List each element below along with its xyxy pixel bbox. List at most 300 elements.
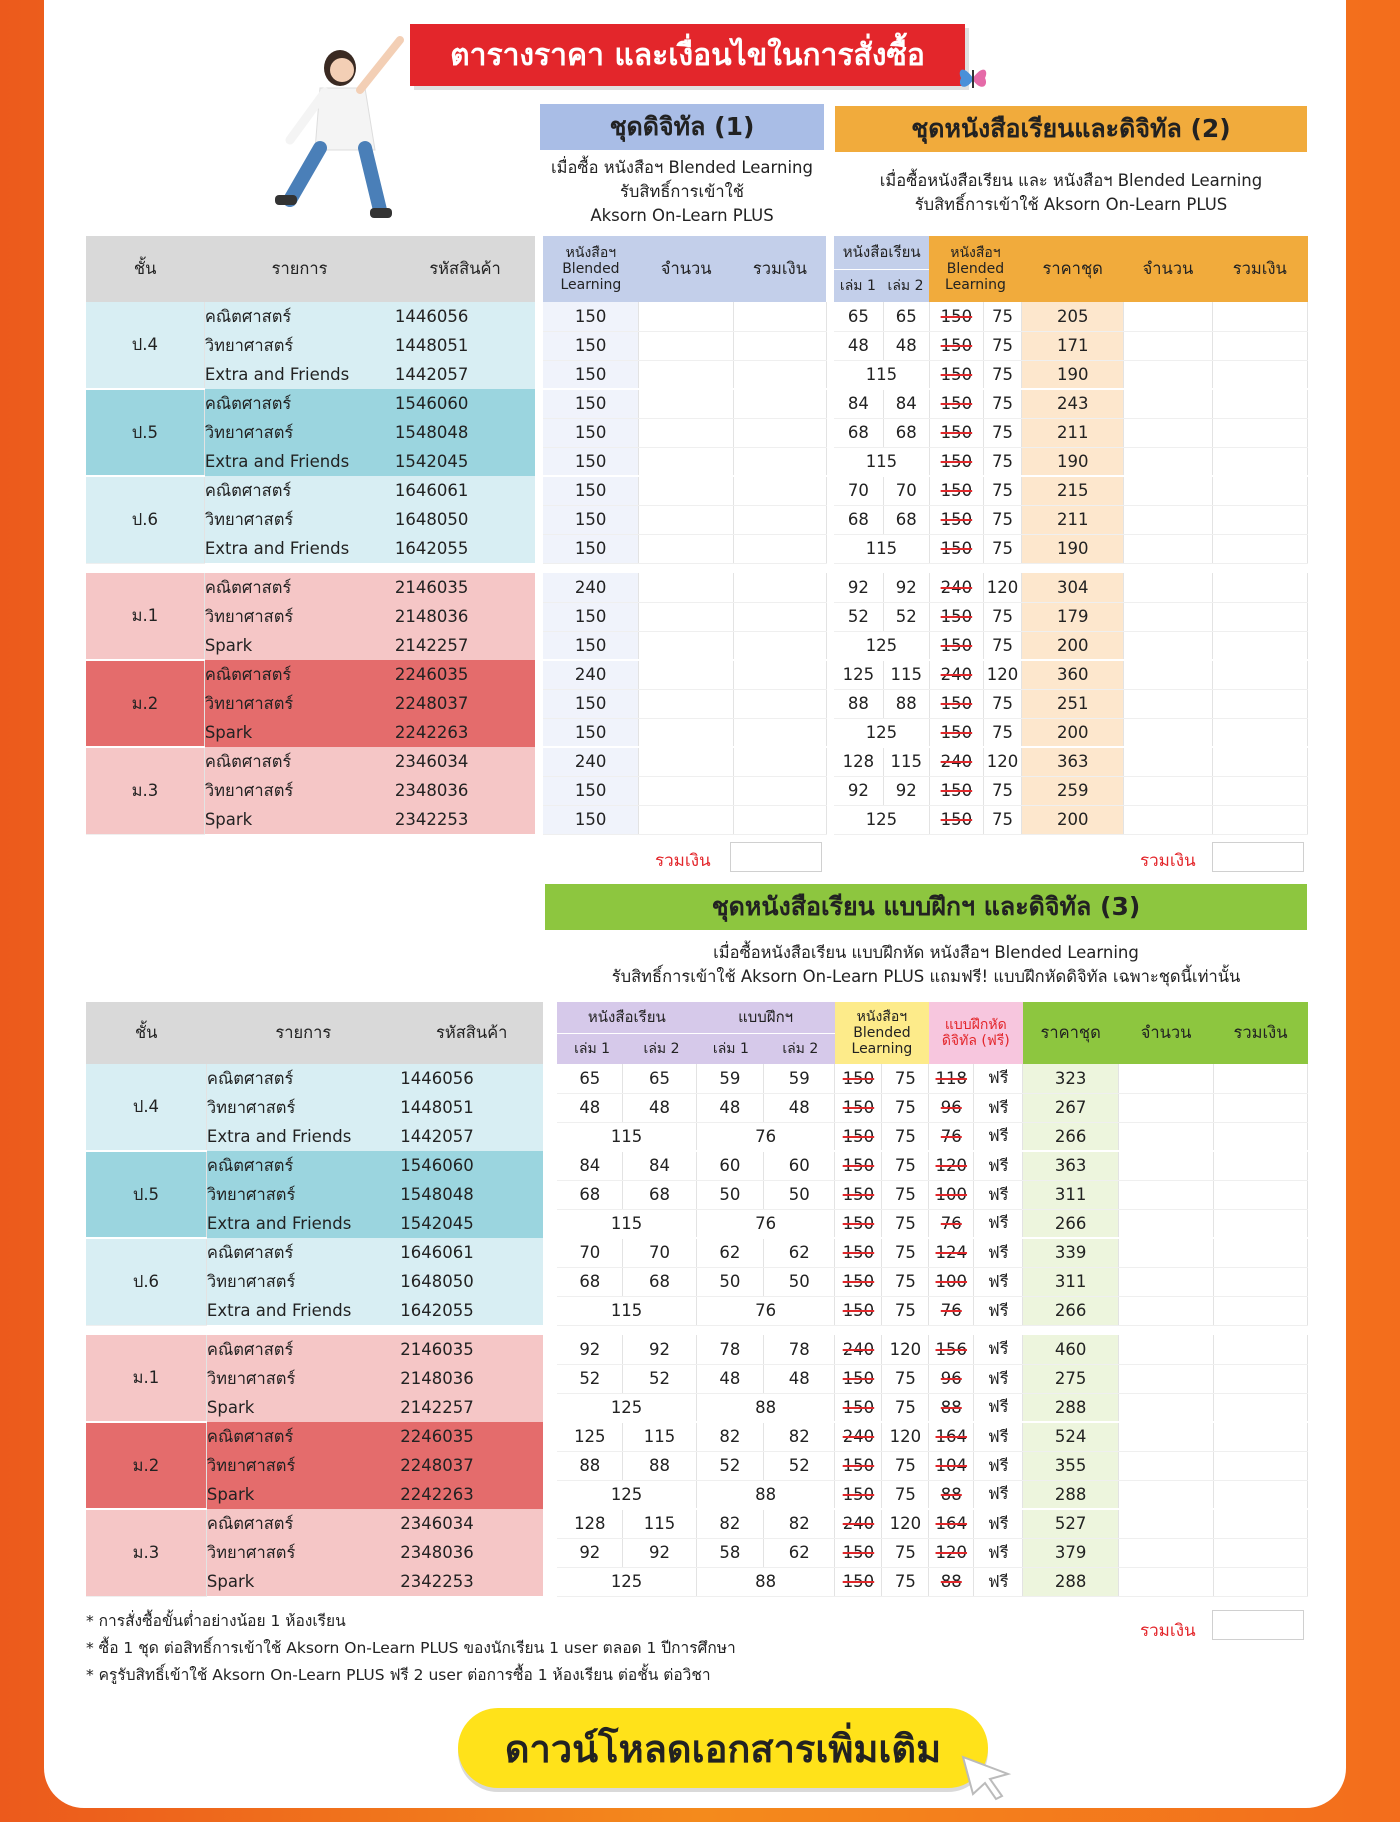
item-name: คณิตศาสตร์: [206, 1509, 400, 1538]
set3-qty-cell[interactable]: [1119, 1238, 1214, 1267]
textbook-vol2-price: 68: [883, 505, 929, 534]
col-vol2-3: เล่ม 2: [643, 1041, 680, 1057]
set1-price: 150: [543, 718, 638, 747]
set3-total-cell[interactable]: [1214, 1364, 1308, 1393]
workbook-vol1-price: 82: [696, 1422, 763, 1451]
workbook-vol2-price: 48: [764, 1364, 835, 1393]
set1-total-cell[interactable]: [734, 747, 826, 776]
blended-price: 75: [882, 1364, 929, 1393]
blended-old-price: 150: [929, 447, 983, 476]
set3-total-cell[interactable]: [1214, 1509, 1308, 1538]
item-name: Extra and Friends: [206, 1122, 400, 1151]
set1-total-cell[interactable]: [734, 476, 826, 505]
product-code: 1648050: [400, 1267, 543, 1296]
textbook-vol1-price: 52: [834, 602, 883, 631]
blended-old-price: 150: [929, 418, 983, 447]
item-name: คณิตศาสตร์: [206, 1238, 400, 1267]
set2-total-cell[interactable]: [1212, 602, 1307, 631]
textbook-vol1-price: 70: [557, 1238, 622, 1267]
digital-exercise-free: ฟรี: [974, 1509, 1023, 1538]
set1-qty-cell[interactable]: [639, 805, 734, 834]
set3-price: 275: [1023, 1364, 1119, 1393]
set3-total-cell[interactable]: [1214, 1209, 1308, 1238]
set1-total-cell[interactable]: [734, 602, 826, 631]
set3-qty-cell[interactable]: [1119, 1180, 1214, 1209]
item-name: วิทยาศาสตร์: [204, 505, 395, 534]
workbook-vol2-price: 50: [764, 1267, 835, 1296]
set1-total-cell[interactable]: [734, 689, 826, 718]
set3-qty-cell[interactable]: [1119, 1451, 1214, 1480]
set2-qty-cell[interactable]: [1124, 447, 1212, 476]
set2-total-cell[interactable]: [1212, 331, 1307, 360]
table-row: [86, 689, 1308, 718]
set3-qty-cell[interactable]: [1119, 1422, 1214, 1451]
blended-price: 75: [882, 1538, 929, 1567]
set3-qty-cell[interactable]: [1119, 1151, 1214, 1180]
set1-qty-cell[interactable]: [639, 534, 734, 563]
product-code: 2142257: [400, 1393, 543, 1422]
set1-qty-cell[interactable]: [639, 660, 734, 689]
download-more-button[interactable]: ดาวน์โหลดเอกสารเพิ่มเติม: [458, 1708, 988, 1788]
set1-total-cell[interactable]: [734, 418, 826, 447]
table-row: [86, 1538, 1308, 1567]
blended-old-price: 150: [835, 1267, 882, 1296]
workbook-vol1-price: 50: [696, 1180, 763, 1209]
blended-price: 75: [983, 631, 1021, 660]
set2-total-cell[interactable]: [1212, 718, 1307, 747]
set1-price: 150: [543, 805, 638, 834]
set2-sum-label: รวมเงิน: [1140, 851, 1196, 871]
table-row: [86, 389, 1308, 418]
set2-total-cell[interactable]: [1212, 476, 1307, 505]
digital-exercise-old-price: 88: [929, 1393, 974, 1422]
item-name: Spark: [204, 718, 395, 747]
product-code: 1542045: [395, 447, 535, 476]
set2-price: 304: [1022, 573, 1124, 602]
item-name: Extra and Friends: [204, 360, 395, 389]
set3-qty-cell[interactable]: [1119, 1480, 1214, 1509]
textbook-vol1-price: 92: [557, 1335, 622, 1364]
set3-total-cell[interactable]: [1214, 1393, 1308, 1422]
blended-price: 75: [882, 1267, 929, 1296]
set2-total-cell[interactable]: [1212, 631, 1307, 660]
col-qty-2: จำนวน: [1124, 236, 1212, 302]
digital-exercise-free: ฟรี: [974, 1296, 1023, 1325]
digital-exercise-free: ฟรี: [974, 1364, 1023, 1393]
set3-qty-cell[interactable]: [1119, 1567, 1214, 1596]
set2-qty-cell[interactable]: [1124, 476, 1212, 505]
product-code: 1646061: [400, 1238, 543, 1267]
textbook-price: 115: [557, 1296, 696, 1325]
set3-qty-cell[interactable]: [1119, 1393, 1214, 1422]
col-qty: จำนวน: [639, 236, 734, 302]
set1-qty-cell[interactable]: [639, 689, 734, 718]
set3-sum-label: รวมเงิน: [1140, 1621, 1196, 1641]
set1-desc-line: รับสิทธิ์การเข้าใช้: [620, 182, 744, 201]
set2-qty-cell[interactable]: [1124, 689, 1212, 718]
set2-qty-cell[interactable]: [1124, 418, 1212, 447]
digital-exercise-old-price: 164: [929, 1509, 974, 1538]
blended-old-price: 150: [835, 1393, 882, 1422]
set3-total-cell[interactable]: [1214, 1567, 1308, 1596]
col-qty-3: จำนวน: [1119, 1002, 1214, 1064]
textbook-vol1-price: 68: [834, 505, 883, 534]
set2-total-cell[interactable]: [1212, 447, 1307, 476]
col-textbook: หนังสือเรียน: [842, 243, 921, 261]
textbook-vol2-price: 52: [623, 1364, 696, 1393]
set2-qty-cell[interactable]: [1124, 602, 1212, 631]
set1-qty-cell[interactable]: [639, 476, 734, 505]
set1-total-cell[interactable]: [734, 447, 826, 476]
table-row: [86, 476, 1308, 505]
set2-total-cell[interactable]: [1212, 805, 1307, 834]
digital-exercise-old-price: 88: [929, 1480, 974, 1509]
set3-total-cell[interactable]: [1214, 1296, 1308, 1325]
set2-total-cell[interactable]: [1212, 505, 1307, 534]
set2-qty-cell[interactable]: [1124, 360, 1212, 389]
blended-old-price: 150: [835, 1238, 882, 1267]
blended-old-price: 150: [835, 1064, 882, 1093]
set2-qty-cell[interactable]: [1124, 660, 1212, 689]
blended-old-price: 150: [835, 1296, 882, 1325]
set1-price: 150: [543, 331, 638, 360]
set1-description: [540, 150, 824, 234]
textbook-vol1-price: 65: [557, 1064, 622, 1093]
workbook-vol1-price: 82: [696, 1509, 763, 1538]
set1-desc-line: เมื่อซื้อ หนังสือฯ Blended Learning: [551, 158, 813, 177]
product-code: 2346034: [400, 1509, 543, 1538]
blended-old-price: 150: [835, 1364, 882, 1393]
col-vol1-3: เล่ม 1: [574, 1041, 611, 1057]
set1-total-cell[interactable]: [734, 573, 826, 602]
price-table-set-3: [86, 1002, 1308, 1597]
set1-price: 150: [543, 776, 638, 805]
textbook-vol2-price: 88: [883, 689, 929, 718]
set2-qty-cell[interactable]: [1124, 534, 1212, 563]
set3-price: 527: [1023, 1509, 1119, 1538]
workbook-price: 88: [696, 1393, 835, 1422]
set3-qty-cell[interactable]: [1119, 1267, 1214, 1296]
digital-exercise-old-price: 120: [929, 1538, 974, 1567]
set3-qty-cell[interactable]: [1119, 1064, 1214, 1093]
col-digital-exercise: แบบฝึกหัด ดิจิทัล (ฟรี): [929, 1002, 1023, 1064]
set3-total-cell[interactable]: [1214, 1451, 1308, 1480]
table-row: [86, 1238, 1308, 1267]
workbook-vol1-price: 52: [696, 1451, 763, 1480]
workbook-vol1-price: 48: [696, 1364, 763, 1393]
set2-qty-cell[interactable]: [1124, 776, 1212, 805]
item-name: Extra and Friends: [204, 534, 395, 563]
set3-qty-cell[interactable]: [1119, 1538, 1214, 1567]
textbook-vol1-price: 88: [834, 689, 883, 718]
product-code: 1548048: [400, 1180, 543, 1209]
set1-qty-cell[interactable]: [639, 302, 734, 331]
set2-total-cell[interactable]: [1212, 776, 1307, 805]
blended-old-price: 150: [835, 1093, 882, 1122]
set2-qty-cell[interactable]: [1124, 331, 1212, 360]
set2-total-cell[interactable]: [1212, 689, 1307, 718]
blended-price: 75: [983, 447, 1021, 476]
textbook-vol2-price: 70: [623, 1238, 696, 1267]
set1-qty-cell[interactable]: [639, 747, 734, 776]
product-code: 2146035: [400, 1335, 543, 1364]
blended-price: 75: [983, 602, 1021, 631]
set3-qty-cell[interactable]: [1119, 1209, 1214, 1238]
note-line: * ซื้อ 1 ชุด ต่อสิทธิ์การเข้าใช้ Aksorn On-Learn PLUS ของนักเรียน 1 user ตลอด 1 ปีการศึกษา: [86, 1639, 736, 1657]
set1-desc-line: Aksorn On-Learn PLUS: [590, 206, 774, 225]
textbook-price: 125: [834, 631, 929, 660]
product-code: 1546060: [400, 1151, 543, 1180]
blended-old-price: 150: [929, 389, 983, 418]
set1-qty-cell[interactable]: [639, 447, 734, 476]
blended-price: 75: [983, 505, 1021, 534]
set3-qty-cell[interactable]: [1119, 1122, 1214, 1151]
textbook-price: 115: [557, 1209, 696, 1238]
product-code: 2148036: [400, 1364, 543, 1393]
set3-total-cell[interactable]: [1214, 1422, 1308, 1451]
grade-label: ม.1: [86, 573, 204, 660]
set2-qty-cell[interactable]: [1124, 631, 1212, 660]
col-blended-2: หนังสือฯ Blended Learning: [929, 236, 1021, 302]
col-code: รหัสสินค้า: [395, 236, 535, 302]
set1-qty-cell[interactable]: [639, 631, 734, 660]
textbook-vol2-price: 68: [623, 1267, 696, 1296]
set3-total-cell[interactable]: [1214, 1238, 1308, 1267]
set3-price: 288: [1023, 1393, 1119, 1422]
set1-qty-cell[interactable]: [639, 602, 734, 631]
set1-qty-cell[interactable]: [639, 389, 734, 418]
set3-total-cell[interactable]: [1214, 1122, 1308, 1151]
set1-qty-cell[interactable]: [639, 776, 734, 805]
textbook-vol2-price: 65: [883, 302, 929, 331]
product-code: 2342253: [400, 1567, 543, 1596]
set3-total-cell[interactable]: [1214, 1064, 1308, 1093]
set2-qty-cell[interactable]: [1124, 747, 1212, 776]
set1-total-cell[interactable]: [734, 389, 826, 418]
set2-price: 200: [1022, 718, 1124, 747]
table-row: [86, 1296, 1308, 1325]
product-code: 1448051: [400, 1093, 543, 1122]
digital-exercise-old-price: 88: [929, 1567, 974, 1596]
grade-label: ป.4: [86, 1064, 206, 1151]
blended-price: 75: [882, 1393, 929, 1422]
workbook-vol1-price: 62: [696, 1238, 763, 1267]
set3-total-cell[interactable]: [1214, 1093, 1308, 1122]
item-name: Extra and Friends: [206, 1296, 400, 1325]
set3-total-cell[interactable]: [1214, 1151, 1308, 1180]
set1-price: 240: [543, 573, 638, 602]
textbook-price: 125: [834, 805, 929, 834]
set3-sum-field[interactable]: [1212, 1610, 1304, 1640]
blended-old-price: 150: [835, 1567, 882, 1596]
item-name: Extra and Friends: [206, 1209, 400, 1238]
set2-title: ชุดหนังสือเรียนและดิจิทัล (2): [835, 106, 1307, 152]
set1-qty-cell[interactable]: [639, 360, 734, 389]
set3-price: 266: [1023, 1122, 1119, 1151]
item-name: วิทยาศาสตร์: [206, 1180, 400, 1209]
set1-qty-cell[interactable]: [639, 331, 734, 360]
digital-exercise-old-price: 104: [929, 1451, 974, 1480]
set2-price: 190: [1022, 360, 1124, 389]
digital-exercise-old-price: 76: [929, 1122, 974, 1151]
set3-title: ชุดหนังสือเรียน แบบฝึกฯ และดิจิทัล (3): [545, 884, 1307, 930]
set2-qty-cell[interactable]: [1124, 389, 1212, 418]
digital-exercise-free: ฟรี: [974, 1538, 1023, 1567]
blended-old-price: 150: [929, 302, 983, 331]
blended-price: 75: [983, 302, 1021, 331]
item-name: Extra and Friends: [204, 447, 395, 476]
set2-sum-field[interactable]: [1212, 842, 1304, 872]
textbook-vol1-price: 125: [557, 1422, 622, 1451]
workbook-vol2-price: 60: [764, 1151, 835, 1180]
textbook-price: 125: [557, 1567, 696, 1596]
table-row: [86, 447, 1308, 476]
cursor-arrow-icon: [958, 1752, 1018, 1802]
table-row: [86, 1422, 1308, 1451]
textbook-vol2-price: 88: [623, 1451, 696, 1480]
set1-total-cell[interactable]: [734, 302, 826, 331]
set2-qty-cell[interactable]: [1124, 573, 1212, 602]
blended-price: 120: [882, 1335, 929, 1364]
item-name: Spark: [204, 805, 395, 834]
grade-label: ป.5: [86, 1151, 206, 1238]
set2-price: 360: [1022, 660, 1124, 689]
blended-old-price: 150: [929, 602, 983, 631]
grade-label: ม.2: [86, 1422, 206, 1509]
set3-qty-cell[interactable]: [1119, 1296, 1214, 1325]
set2-price: 190: [1022, 534, 1124, 563]
blended-price: 120: [983, 747, 1021, 776]
set1-price: 150: [543, 534, 638, 563]
set2-total-cell[interactable]: [1212, 302, 1307, 331]
set3-total-cell[interactable]: [1214, 1335, 1308, 1364]
workbook-vol2-price: 59: [764, 1064, 835, 1093]
set2-price: 200: [1022, 631, 1124, 660]
product-code: 2142257: [395, 631, 535, 660]
set3-total-cell[interactable]: [1214, 1538, 1308, 1567]
digital-exercise-old-price: 76: [929, 1296, 974, 1325]
textbook-vol2-price: 92: [883, 573, 929, 602]
set3-price: 267: [1023, 1093, 1119, 1122]
set1-total-cell[interactable]: [734, 631, 826, 660]
set3-qty-cell[interactable]: [1119, 1093, 1214, 1122]
workbook-vol1-price: 78: [696, 1335, 763, 1364]
blended-price: 120: [882, 1509, 929, 1538]
item-name: วิทยาศาสตร์: [206, 1093, 400, 1122]
item-name: คณิตศาสตร์: [204, 573, 395, 602]
set2-total-cell[interactable]: [1212, 747, 1307, 776]
set1-sum-label: รวมเงิน: [655, 851, 711, 871]
set2-qty-cell[interactable]: [1124, 505, 1212, 534]
set1-qty-cell[interactable]: [639, 573, 734, 602]
set2-total-cell[interactable]: [1212, 418, 1307, 447]
table-row: [86, 718, 1308, 747]
blended-old-price: 240: [835, 1422, 882, 1451]
textbook-vol1-price: 65: [834, 302, 883, 331]
set1-total-cell[interactable]: [734, 718, 826, 747]
item-name: คณิตศาสตร์: [204, 389, 395, 418]
set1-total-cell[interactable]: [734, 534, 826, 563]
workbook-vol2-price: 62: [764, 1238, 835, 1267]
item-name: คณิตศาสตร์: [204, 660, 395, 689]
textbook-vol1-price: 68: [557, 1267, 622, 1296]
set2-price: 200: [1022, 805, 1124, 834]
table-row: [86, 1509, 1308, 1538]
col-vol2: เล่ม 2: [887, 278, 924, 294]
textbook-vol2-price: 84: [883, 389, 929, 418]
set3-total-cell[interactable]: [1214, 1267, 1308, 1296]
set1-price: 150: [543, 389, 638, 418]
set1-total-cell[interactable]: [734, 331, 826, 360]
blended-old-price: 150: [835, 1451, 882, 1480]
blended-old-price: 150: [835, 1122, 882, 1151]
set1-qty-cell[interactable]: [639, 505, 734, 534]
product-code: 2246035: [400, 1422, 543, 1451]
textbook-price: 115: [834, 534, 929, 563]
set2-qty-cell[interactable]: [1124, 805, 1212, 834]
blended-old-price: 150: [929, 689, 983, 718]
product-code: 2342253: [395, 805, 535, 834]
set2-total-cell[interactable]: [1212, 360, 1307, 389]
set3-desc-line: เมื่อซื้อหนังสือเรียน แบบฝึกหัด หนังสือฯ Blended Learning: [713, 943, 1139, 962]
set3-qty-cell[interactable]: [1119, 1364, 1214, 1393]
blended-price: 75: [983, 360, 1021, 389]
product-code: 1642055: [400, 1296, 543, 1325]
set1-price: 150: [543, 360, 638, 389]
blended-price: 75: [983, 389, 1021, 418]
set3-total-cell[interactable]: [1214, 1480, 1308, 1509]
set1-total-cell[interactable]: [734, 660, 826, 689]
set1-price: 150: [543, 302, 638, 331]
set1-qty-cell[interactable]: [639, 418, 734, 447]
product-code: 2248037: [400, 1451, 543, 1480]
set2-total-cell[interactable]: [1212, 389, 1307, 418]
grade-label: ป.4: [86, 302, 204, 389]
workbook-vol2-price: 50: [764, 1180, 835, 1209]
set2-price: 205: [1022, 302, 1124, 331]
set1-total-cell[interactable]: [734, 805, 826, 834]
product-code: 1542045: [400, 1209, 543, 1238]
page-title: ตารางราคา และเงื่อนไขในการสั่งซื้อ: [410, 24, 965, 86]
set3-price: 323: [1023, 1064, 1119, 1093]
blended-price: 75: [983, 534, 1021, 563]
textbook-vol2-price: 84: [623, 1151, 696, 1180]
set3-qty-cell[interactable]: [1119, 1335, 1214, 1364]
workbook-vol1-price: 48: [696, 1093, 763, 1122]
set2-price: 211: [1022, 418, 1124, 447]
set1-total-cell[interactable]: [734, 360, 826, 389]
set2-total-cell[interactable]: [1212, 573, 1307, 602]
col-set-price: ราคาชุด: [1022, 236, 1124, 302]
blended-old-price: 240: [929, 747, 983, 776]
set2-total-cell[interactable]: [1212, 660, 1307, 689]
set1-title: ชุดดิจิทัล (1): [540, 104, 824, 150]
butterfly-icon: [955, 60, 991, 96]
set1-total-cell[interactable]: [734, 776, 826, 805]
set1-qty-cell[interactable]: [639, 718, 734, 747]
set2-price: 363: [1022, 747, 1124, 776]
product-code: 2148036: [395, 602, 535, 631]
set2-qty-cell[interactable]: [1124, 302, 1212, 331]
set3-total-cell[interactable]: [1214, 1180, 1308, 1209]
set1-total-cell[interactable]: [734, 505, 826, 534]
col-grade: ชั้น: [86, 236, 204, 302]
set2-qty-cell[interactable]: [1124, 718, 1212, 747]
product-code: 2242263: [400, 1480, 543, 1509]
set2-total-cell[interactable]: [1212, 534, 1307, 563]
set3-qty-cell[interactable]: [1119, 1509, 1214, 1538]
set1-sum-field[interactable]: [730, 842, 822, 872]
